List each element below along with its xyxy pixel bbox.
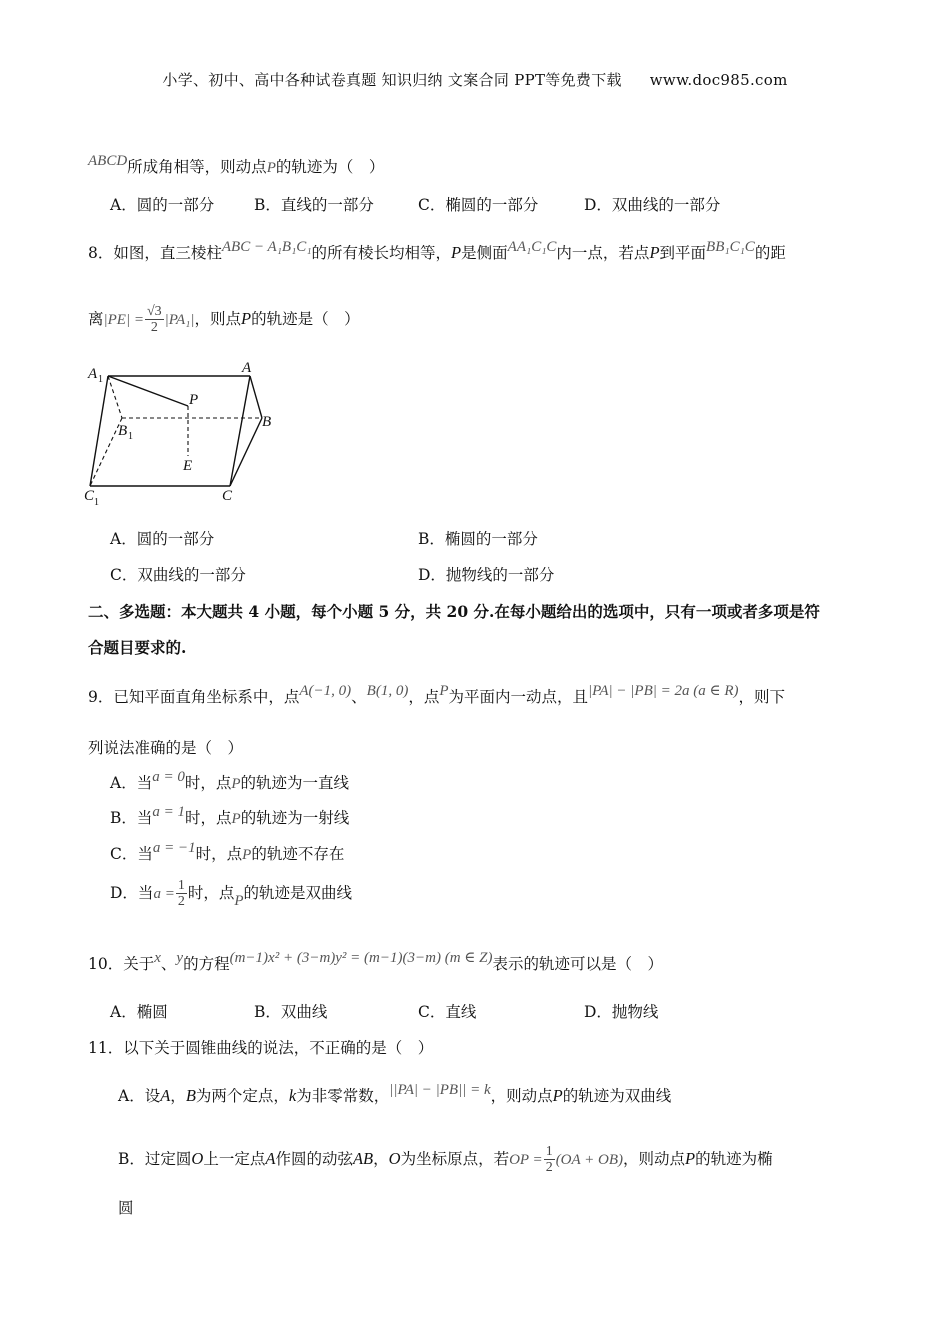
q11-b-t2: 上一定点 (203, 1149, 266, 1168)
q11-b-v2: A (265, 1148, 276, 1168)
edge-b-c (230, 418, 262, 486)
edge-a-c (230, 376, 250, 486)
q10-text-1: 10．关于 (88, 955, 155, 973)
q9-math-p: P (439, 683, 449, 699)
q9-b-end: 的轨迹为一射线 (240, 809, 350, 827)
q9-c-text: 时，点 (195, 845, 243, 863)
q11-option-b[interactable] (118, 1144, 773, 1176)
q9-stem (88, 685, 785, 707)
q10-math-x: x (154, 950, 161, 966)
q9-option-b[interactable] (110, 806, 349, 828)
q8-text-1: 8．如图，直三棱柱 (88, 244, 222, 262)
q8-var-p: P (451, 243, 462, 262)
q8-l2-text-1: 离 (88, 309, 104, 328)
q8-math-plane: BB₁C₁C (706, 239, 755, 255)
q8-option-a[interactable]: A．圆的一部分 (110, 530, 215, 548)
q9-option-d[interactable] (110, 878, 352, 910)
q11-b-t7: 的轨迹为椭 (695, 1149, 773, 1168)
label-b1: B (118, 423, 128, 439)
q7-tail: 的轨迹为（ ） (275, 158, 385, 176)
q8-text-2: 的所有棱长均相等， (311, 244, 452, 262)
q11-b-v1: O (191, 1148, 204, 1168)
q8-l2-text-3: 的轨迹是（ ） (251, 309, 360, 328)
q10-option-c[interactable]: C．直线 (418, 1003, 477, 1021)
q8-option-d[interactable]: D．抛物线的一部分 (418, 566, 555, 584)
q8-option-b[interactable]: B．椭圆的一部分 (418, 530, 538, 548)
q10-option-a[interactable]: A．椭圆 (110, 1003, 168, 1021)
q11-b-math-op: OP = (509, 1151, 543, 1168)
q10-math-equation: (m−1)x² + (3−m)y² = (m−1)(3−m) (m ∈ Z) (229, 950, 493, 966)
q9-option-c[interactable] (110, 842, 344, 864)
q8-var-p2: P (649, 243, 660, 262)
edge-a1-c1 (90, 376, 108, 486)
q11-option-a[interactable] (118, 1084, 671, 1106)
q11-a-v1: A (160, 1086, 171, 1105)
label-b1-sub: 1 (128, 431, 133, 442)
label-c1: C (84, 488, 95, 504)
q9-b-pre: B．当 (110, 809, 153, 827)
q10-text-2: 、 (160, 955, 177, 973)
page-header (0, 69, 950, 90)
q10-stem (88, 952, 663, 974)
q11-b-t6: ，则动点 (623, 1149, 686, 1168)
q9-text-2: 、 (351, 688, 367, 706)
q8-fraction (145, 304, 164, 336)
label-a: A (242, 360, 252, 376)
q9-c-math: a = −1 (152, 840, 196, 856)
q7-option-b[interactable]: B．直线的一部分 (254, 196, 374, 214)
q11-a-math: ||PA| − |PB|| = k (389, 1082, 491, 1098)
q7-var-p: P (266, 160, 276, 176)
q8-l2-text-2: ，则点 (194, 309, 242, 328)
q11-b-t3: 作圆的动弦 (275, 1149, 353, 1168)
label-a1: A (88, 366, 98, 382)
q7-text: 所成角相等，则动点 (127, 158, 267, 176)
label-c: C (222, 488, 233, 504)
q9-a-math: a = 0 (152, 769, 185, 785)
q9-c-pre: C．当 (110, 845, 153, 863)
q11-b-v4: O (388, 1148, 401, 1168)
section2-line2-text: 合题目要求的. (88, 638, 187, 657)
q11-a-t6: 的轨迹为双曲线 (562, 1087, 672, 1105)
q9-text-4: 为平面内一动点，且 (448, 688, 589, 706)
q11-b-v5: P (685, 1148, 696, 1168)
q11-a-v2: B (185, 1086, 196, 1105)
edge-a1-b1 (108, 376, 122, 418)
q7-option-c[interactable]: C．椭圆的一部分 (418, 196, 539, 214)
q9-d-text: 时，点 (187, 883, 235, 902)
q9-d-var: P (234, 892, 244, 909)
q11-a-t4: 为非零常数， (296, 1087, 390, 1105)
q11-b-t4: ， (373, 1149, 389, 1168)
q10-option-d[interactable]: D．抛物线 (584, 1003, 659, 1021)
q9-a-text: 时，点 (184, 774, 232, 792)
q7-option-d[interactable]: D．双曲线的一部分 (584, 196, 721, 214)
q8-math-pa1: |PA₁| (164, 311, 195, 328)
q9-b-text: 时，点 (185, 809, 232, 827)
q8-text-6: 的距 (754, 244, 786, 262)
q9-stem-line2: 列说法准确的是（ ） (88, 739, 244, 757)
q8-frac-num: √3 (146, 304, 162, 319)
q11-b-v3: AB (352, 1148, 374, 1168)
q8-frac-den: 2 (150, 320, 158, 336)
q9-d-pre: D．当 (110, 883, 154, 902)
header-url[interactable]: www.doc985.com (649, 71, 788, 89)
q11-b-frac-den: 2 (545, 1160, 553, 1176)
q9-b-math: a = 1 (152, 804, 186, 820)
q11-a-t2: ， (170, 1087, 186, 1105)
q11-option-b-line2: 圆 (118, 1199, 134, 1217)
q7-math-abcd: ABCD (88, 153, 128, 169)
q11-a-v3: k (288, 1086, 297, 1105)
q9-text-1: 9．已知平面直角坐标系中，点 (88, 688, 300, 706)
section2-heading: 二、多选题：本大题共 4 小题，每个小题 5 分，共 20 分.在每小题给出的选项中，只有一项或者多项是符 (88, 602, 820, 621)
q9-d-end: 的轨迹是双曲线 (243, 883, 353, 902)
q11-a-t1: A．设 (118, 1087, 161, 1105)
q8-text-4: 内一点，若点 (556, 244, 650, 262)
q11-stem: 11．以下关于圆锥曲线的说法，不正确的是（ ） (88, 1039, 434, 1057)
q9-math-condition: |PA| − |PB| = 2a (a ∈ R) (588, 683, 739, 699)
q8-text-3: 是侧面 (461, 244, 508, 262)
q8-math-face: AA₁C₁C (507, 239, 557, 255)
q9-d-frac-den: 2 (177, 894, 185, 910)
edge-a-b (250, 376, 262, 418)
q9-d-math: a = (153, 885, 175, 902)
label-p: P (189, 392, 199, 408)
q9-a-end: 的轨迹为一直线 (240, 774, 350, 792)
q9-math-a: A(−1, 0) (299, 683, 352, 699)
q10-text-3: 的方程 (183, 955, 230, 973)
label-e: E (183, 458, 193, 474)
q11-b-math-sum: (OA + OB) (555, 1151, 624, 1168)
q10-math-y: y (176, 950, 184, 966)
q9-text-3: ，点 (408, 688, 440, 706)
header-text: 小学、初中、高中各种试卷真题 知识归纳 文案合同 PPT等免费下载 (162, 71, 622, 89)
label-c1-sub: 1 (94, 497, 99, 508)
edge-a1-p (108, 376, 188, 406)
q8-text-5: 到平面 (659, 244, 707, 262)
q9-c-var: P (242, 847, 252, 863)
q11-b-frac-num: 1 (545, 1144, 553, 1159)
q8-stem (88, 241, 786, 263)
q8-math-prism: ABC − A₁B₁C₁ (221, 239, 312, 255)
q11-a-t3: 为两个定点， (195, 1087, 289, 1105)
q11-a-v4: P (552, 1086, 563, 1105)
q10-option-b[interactable]: B．双曲线 (254, 1003, 328, 1021)
q11-a-t5: ，则动点 (490, 1087, 553, 1105)
q8-option-c[interactable]: C．双曲线的一部分 (110, 566, 246, 584)
q9-b-var: P (231, 811, 241, 827)
q8-l2-var-p: P (241, 308, 252, 328)
section2-heading-line2 (88, 636, 186, 658)
q7-continuation (88, 155, 384, 177)
q11-b-t5: 为坐标原点，若 (400, 1149, 510, 1168)
q8-math-pe: |PE| = (103, 311, 144, 328)
q9-c-end: 的轨迹不存在 (251, 845, 345, 863)
q7-option-a[interactable]: A．圆的一部分 (110, 196, 215, 214)
q8-stem-line2 (88, 304, 360, 336)
q8-prism-figure (80, 356, 290, 516)
q9-option-a[interactable] (110, 771, 349, 793)
q10-text-4: 表示的轨迹可以是（ ） (492, 955, 663, 973)
q9-math-b: B(1, 0) (366, 683, 409, 699)
q9-d-fraction (176, 878, 187, 910)
q9-a-var: P (231, 776, 241, 792)
q9-text-5: ，则下 (738, 688, 786, 706)
q9-d-frac-num: 1 (177, 878, 185, 893)
label-b: B (262, 414, 272, 430)
q9-a-pre: A．当 (110, 774, 153, 792)
label-a1-sub: 1 (98, 374, 103, 385)
q11-b-t1: B．过定圆 (118, 1149, 192, 1168)
q11-b-fraction (544, 1144, 555, 1176)
